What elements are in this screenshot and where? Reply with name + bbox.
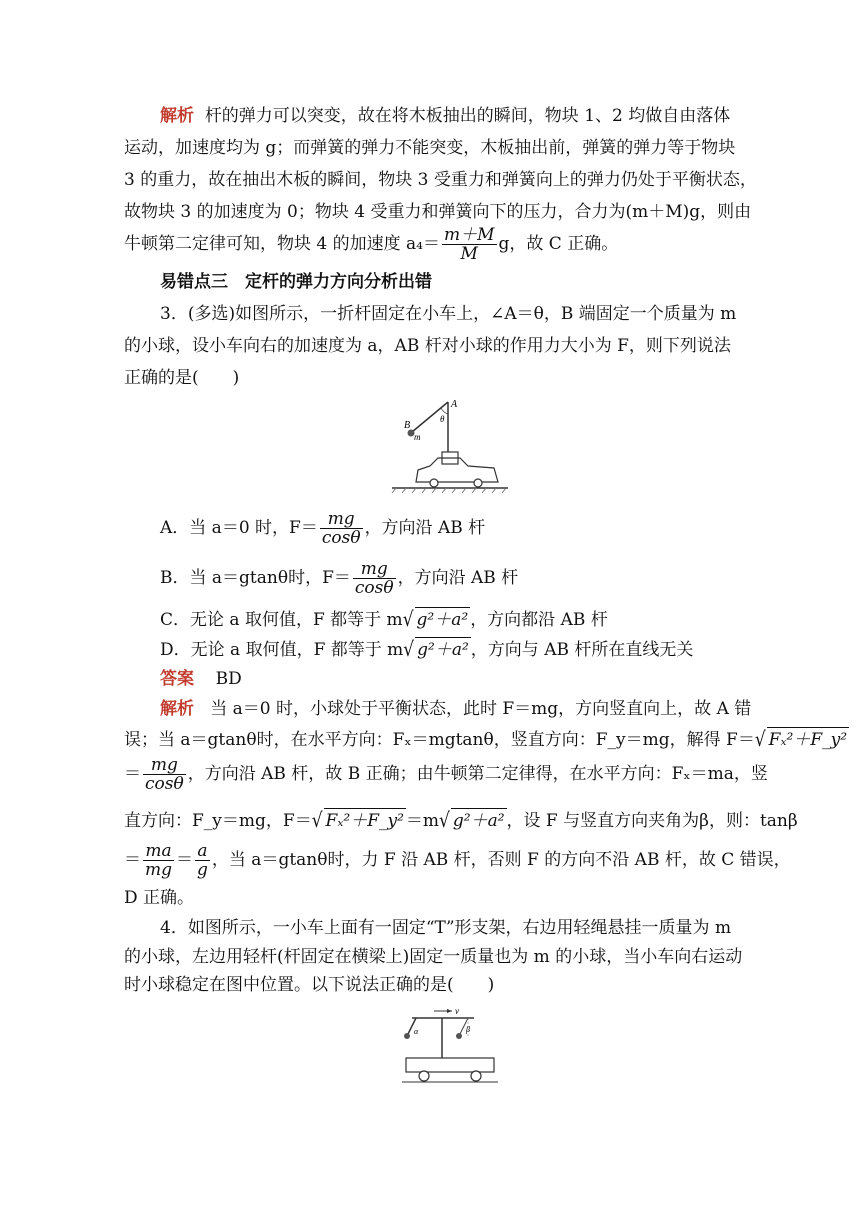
analysis1-line2: 运动，加速度均为 g；而弹簧的弹力不能突变，木板抽出前，弹簧的弹力等于物块 <box>124 138 736 158</box>
text: ，方向沿 AB 杆 <box>397 568 519 588</box>
text: 牛顿第二定律可知，物块 4 的加速度 a₄＝ <box>124 234 440 254</box>
numerator: m＋M <box>443 225 495 245</box>
text: ＝ <box>124 850 141 870</box>
t-frame-cart-figure <box>398 1004 502 1088</box>
fraction <box>442 226 497 263</box>
analysis1-line3: 3 的重力，故在抽出木板的瞬间，物块 3 受重力和弹簧向上的弹力仍处于平衡状态， <box>124 170 757 190</box>
denominator: cosθ <box>354 578 394 598</box>
text: ，方向都沿 AB 杆 <box>470 610 608 630</box>
q3-line2: 的小球，设小车向右的加速度为 a，AB 杆对小球的作用力大小为 F，则下列说法 <box>124 336 731 356</box>
fraction <box>320 510 363 547</box>
fraction <box>143 756 186 793</box>
sqrt-sign: √ <box>754 728 766 752</box>
sqrt-sign: √ <box>402 608 414 632</box>
analysis-label: 解析 <box>160 699 194 719</box>
text: C．无论 a 取何值，F 都等于 m <box>160 610 403 630</box>
q3-analysis-line6: D 正确。 <box>124 888 195 908</box>
text: ，设 F 与竖直方向夹角为β，则：tanβ <box>506 811 798 831</box>
label-v: v <box>455 1006 459 1016</box>
numerator: mg <box>320 510 363 529</box>
text: ，方向沿 AB 杆，故 B 正确；由牛顿第二定律得，在水平方向：Fₓ＝ma，竖 <box>187 764 768 784</box>
text: 误；当 a＝gtanθ时，在水平方向：Fₓ＝mgtanθ，竖直方向：F_y＝mg，解得 F＝ <box>124 730 755 750</box>
option-b <box>160 558 518 598</box>
numerator: mg <box>353 560 396 579</box>
option-a <box>160 508 485 548</box>
fraction <box>143 842 174 879</box>
label-a: A <box>451 399 458 410</box>
label-alpha: α <box>414 1027 419 1036</box>
text: 直方向：F_y＝mg，F＝ <box>124 811 312 831</box>
q4-line2: 的小球，左边用轻杆(杆固定在横梁上)固定一质量也为 m 的小球，当小车向右运动 <box>124 947 743 967</box>
text: ＝m <box>405 811 440 831</box>
denominator: mg <box>145 860 173 880</box>
text: 杆的弹力可以突变，故在将木板抽出的瞬间，物块 1、2 均做自由落体 <box>204 106 731 126</box>
section-title: 易错点三 定杆的弹力方向分析出错 <box>160 272 432 292</box>
analysis1-line4: 故物块 3 的加速度为 0；物块 4 受重力和弹簧向下的压力，合力为(m＋M)g，则由 <box>124 202 752 222</box>
text: B．当 a＝gtanθ时，F＝ <box>160 568 351 588</box>
text: ＝ <box>176 850 194 870</box>
denominator: M <box>460 244 478 264</box>
q3-analysis-line1 <box>160 697 751 721</box>
denominator: cosθ <box>321 528 361 548</box>
label-m: m <box>414 432 421 442</box>
q3-line1: 3．(多选)如图所示，一折杆固定在小车上，∠A＝θ，B 端固定一个质量为 m <box>160 304 737 324</box>
q3-analysis-line2 <box>124 727 849 752</box>
text: ，方向与 AB 杆所在直线无关 <box>470 640 694 660</box>
analysis1-line1 <box>160 104 730 128</box>
text: ，当 a＝gtanθ时，力 F 沿 AB 杆，否则 F 的方向不沿 AB 杆，故 C 错误， <box>211 850 791 870</box>
q3-analysis-line4 <box>124 808 798 833</box>
radicand: Fₓ²＋F_y² <box>767 727 849 752</box>
q3-line3: 正确的是( ) <box>124 368 240 388</box>
fraction <box>353 560 396 597</box>
q3-analysis-line5 <box>124 838 791 882</box>
denominator: cosθ <box>145 774 184 794</box>
sqrt-sign: √ <box>311 809 323 833</box>
sqrt-sign: √ <box>403 638 415 662</box>
text: 当 a＝0 时，小球处于平衡状态，此时 F＝mg，方向竖直向上，故 A 错 <box>210 699 752 719</box>
radicand: Fₓ²＋F_y² <box>324 808 406 833</box>
radicand: g²＋a² <box>415 637 471 662</box>
analysis1-line5 <box>124 222 618 266</box>
text: ，方向沿 AB 杆 <box>364 518 486 538</box>
denominator: g <box>197 860 208 880</box>
car-rod-figure <box>388 390 512 496</box>
answer-value: BD <box>215 669 242 689</box>
sqrt-sign: √ <box>439 809 450 833</box>
answer-line <box>160 667 242 691</box>
option-c <box>160 607 608 632</box>
option-d <box>160 637 693 662</box>
radicand: g²＋a² <box>415 607 471 632</box>
numerator: a <box>195 842 210 861</box>
fraction <box>195 842 210 879</box>
numerator: mg <box>143 756 186 775</box>
q4-line3: 时小球稳定在图中位置。以下说法正确的是( ) <box>124 975 495 995</box>
analysis-label: 解析 <box>160 106 194 126</box>
q4-line1: 4．如图所示，一小车上面有一固定“T”形支架，右边用轻绳悬挂一质量为 m <box>160 918 732 938</box>
text: g，故 C 正确。 <box>498 234 619 254</box>
label-theta: θ <box>440 414 445 424</box>
q3-analysis-line3 <box>124 752 768 796</box>
radicand: g²＋a² <box>451 808 507 833</box>
label-b: B <box>404 420 411 431</box>
text: A．当 a＝0 时，F＝ <box>160 518 318 538</box>
text: ＝ <box>124 764 141 784</box>
label-beta: β <box>466 1025 470 1034</box>
answer-label: 答案 <box>160 669 194 689</box>
numerator: ma <box>143 842 174 861</box>
text: D．无论 a 取何值，F 都等于 m <box>160 640 404 660</box>
